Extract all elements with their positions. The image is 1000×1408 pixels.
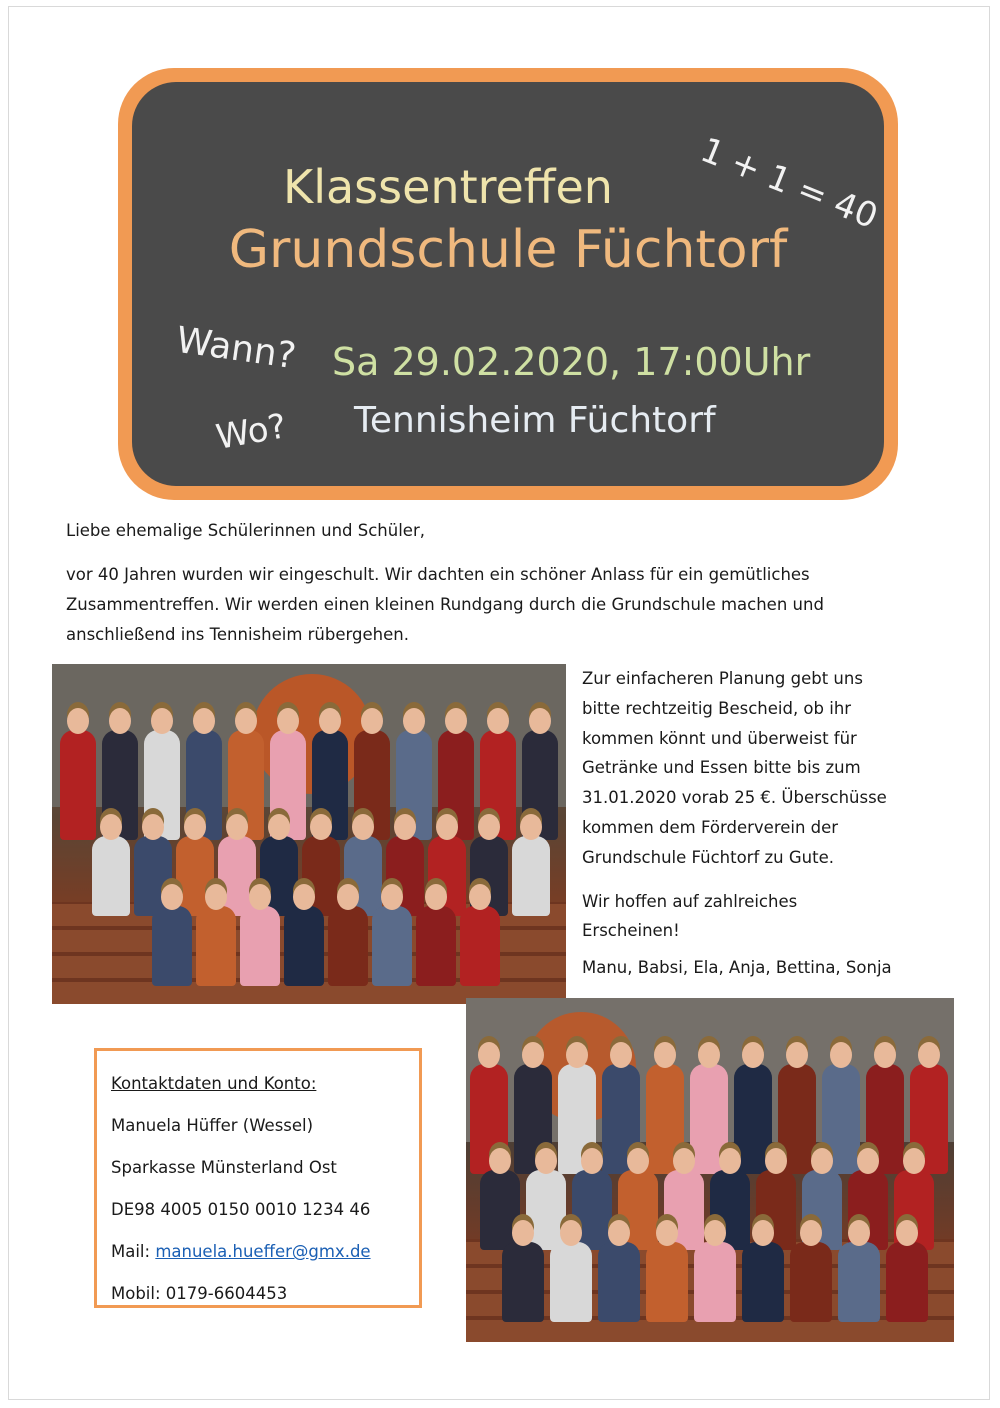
child-head	[319, 708, 341, 734]
planning-line: kommen könnt und überweist für	[582, 728, 857, 748]
child-head	[142, 814, 164, 840]
chalkboard-frame	[118, 68, 898, 500]
mail-label: Mail:	[111, 1242, 156, 1261]
hope-paragraph	[582, 887, 942, 947]
child-head	[610, 1042, 632, 1068]
planning-line: bitte rechtzeitig Bescheid, ob ihr	[582, 698, 852, 718]
child-figure	[646, 1242, 688, 1322]
child-head	[205, 884, 227, 910]
intro-line: anschließend ins Tennisheim rübergehen.	[66, 625, 409, 644]
child-figure	[152, 906, 192, 986]
contact-mail-row	[111, 1231, 405, 1273]
child-figure	[838, 1242, 880, 1322]
intro-line: vor 40 Jahren wurden wir eingeschult. Wir dachten ein schöner Anlass für ein gemütliches	[66, 565, 810, 584]
child-head	[811, 1148, 833, 1174]
child-head	[742, 1042, 764, 1068]
child-head	[656, 1220, 678, 1246]
child-figure	[502, 1242, 544, 1322]
child-figure	[92, 836, 130, 916]
child-head	[719, 1148, 741, 1174]
child-head	[608, 1220, 630, 1246]
child-head	[235, 708, 257, 734]
greeting: Liebe ehemalige Schülerinnen und Schüler,	[66, 521, 425, 540]
child-head	[469, 884, 491, 910]
child-figure	[460, 906, 500, 986]
when-label: Wann?	[173, 319, 299, 378]
child-head	[489, 1148, 511, 1174]
mail-link[interactable]: manuela.hueffer@gmx.de	[155, 1242, 371, 1261]
child-head	[161, 884, 183, 910]
child-head	[627, 1148, 649, 1174]
child-head	[151, 708, 173, 734]
child-head	[478, 1042, 500, 1068]
child-head	[100, 814, 122, 840]
child-head	[918, 1042, 940, 1068]
child-head	[520, 814, 542, 840]
intro-line: Zusammentreffen. Wir werden einen kleinen Rundgang durch die Grundschule machen und	[66, 595, 824, 614]
contact-box	[94, 1048, 422, 1308]
title-line-1: Klassentreffen	[283, 160, 613, 214]
child-figure	[512, 836, 550, 916]
child-head	[249, 884, 271, 910]
where-value: Tennisheim Füchtorf	[354, 400, 716, 441]
child-head	[654, 1042, 676, 1068]
child-head	[800, 1220, 822, 1246]
child-figure	[372, 906, 412, 986]
child-head	[268, 814, 290, 840]
child-figure	[598, 1242, 640, 1322]
hope-line: Wir hoffen auf zahlreiches	[582, 891, 798, 911]
child-head	[535, 1148, 557, 1174]
child-head	[487, 708, 509, 734]
child-figure	[694, 1242, 736, 1322]
child-head	[704, 1220, 726, 1246]
child-head	[848, 1220, 870, 1246]
child-head	[293, 884, 315, 910]
when-value: Sa 29.02.2020, 17:00Uhr	[332, 340, 811, 384]
child-head	[765, 1148, 787, 1174]
child-head	[903, 1148, 925, 1174]
child-head	[445, 708, 467, 734]
child-head	[581, 1148, 603, 1174]
child-figure	[790, 1242, 832, 1322]
child-head	[193, 708, 215, 734]
hope-line: Erscheinen!	[582, 921, 680, 941]
planning-line: Getränke und Essen bitte bis zum	[582, 758, 861, 778]
child-head	[337, 884, 359, 910]
child-figure	[416, 906, 456, 986]
child-head	[67, 708, 89, 734]
child-head	[560, 1220, 582, 1246]
child-head	[352, 814, 374, 840]
child-head	[673, 1148, 695, 1174]
child-figure	[196, 906, 236, 986]
intro-paragraph	[66, 560, 926, 650]
class-photo-1	[52, 664, 566, 1004]
child-head	[896, 1220, 918, 1246]
where-label: Wo?	[213, 406, 290, 458]
signatures: Manu, Babsi, Ela, Anja, Bettina, Sonja	[582, 958, 892, 977]
child-head	[698, 1042, 720, 1068]
child-head	[403, 708, 425, 734]
child-figure	[284, 906, 324, 986]
child-head	[566, 1042, 588, 1068]
child-head	[425, 884, 447, 910]
child-head	[277, 708, 299, 734]
child-head	[361, 708, 383, 734]
class-photo-2	[466, 998, 954, 1342]
planning-text	[582, 664, 942, 960]
child-head	[522, 1042, 544, 1068]
child-head	[226, 814, 248, 840]
planning-line: 31.01.2020 vorab 25 €. Überschüsse	[582, 788, 887, 808]
contact-bank: Sparkasse Münsterland Ost	[111, 1158, 337, 1177]
child-figure	[240, 906, 280, 986]
child-figure	[328, 906, 368, 986]
planning-line: kommen dem Förderverein der	[582, 817, 839, 837]
contact-mobile: Mobil: 0179-6604453	[111, 1284, 288, 1303]
child-head	[184, 814, 206, 840]
child-figure	[60, 730, 96, 840]
contact-name: Manuela Hüffer (Wessel)	[111, 1116, 314, 1135]
child-head	[512, 1220, 534, 1246]
title-line-2: Grundschule Füchtorf	[228, 220, 788, 280]
child-head	[786, 1042, 808, 1068]
contact-iban: DE98 4005 0150 0010 1234 46	[111, 1200, 371, 1219]
child-head	[310, 814, 332, 840]
child-head	[529, 708, 551, 734]
child-head	[874, 1042, 896, 1068]
equation-text: 1 + 1 = 40	[695, 130, 884, 238]
planning-line: Grundschule Füchtorf zu Gute.	[582, 847, 834, 867]
child-head	[109, 708, 131, 734]
contact-heading: Kontaktdaten und Konto:	[111, 1074, 317, 1093]
child-head	[381, 884, 403, 910]
planning-line: Zur einfacheren Planung gebt uns	[582, 669, 863, 688]
child-head	[752, 1220, 774, 1246]
child-head	[478, 814, 500, 840]
child-figure	[742, 1242, 784, 1322]
child-head	[394, 814, 416, 840]
planning-paragraph	[582, 664, 942, 873]
child-figure	[550, 1242, 592, 1322]
child-head	[830, 1042, 852, 1068]
chalkboard	[132, 82, 884, 486]
child-head	[857, 1148, 879, 1174]
child-figure	[886, 1242, 928, 1322]
child-head	[436, 814, 458, 840]
